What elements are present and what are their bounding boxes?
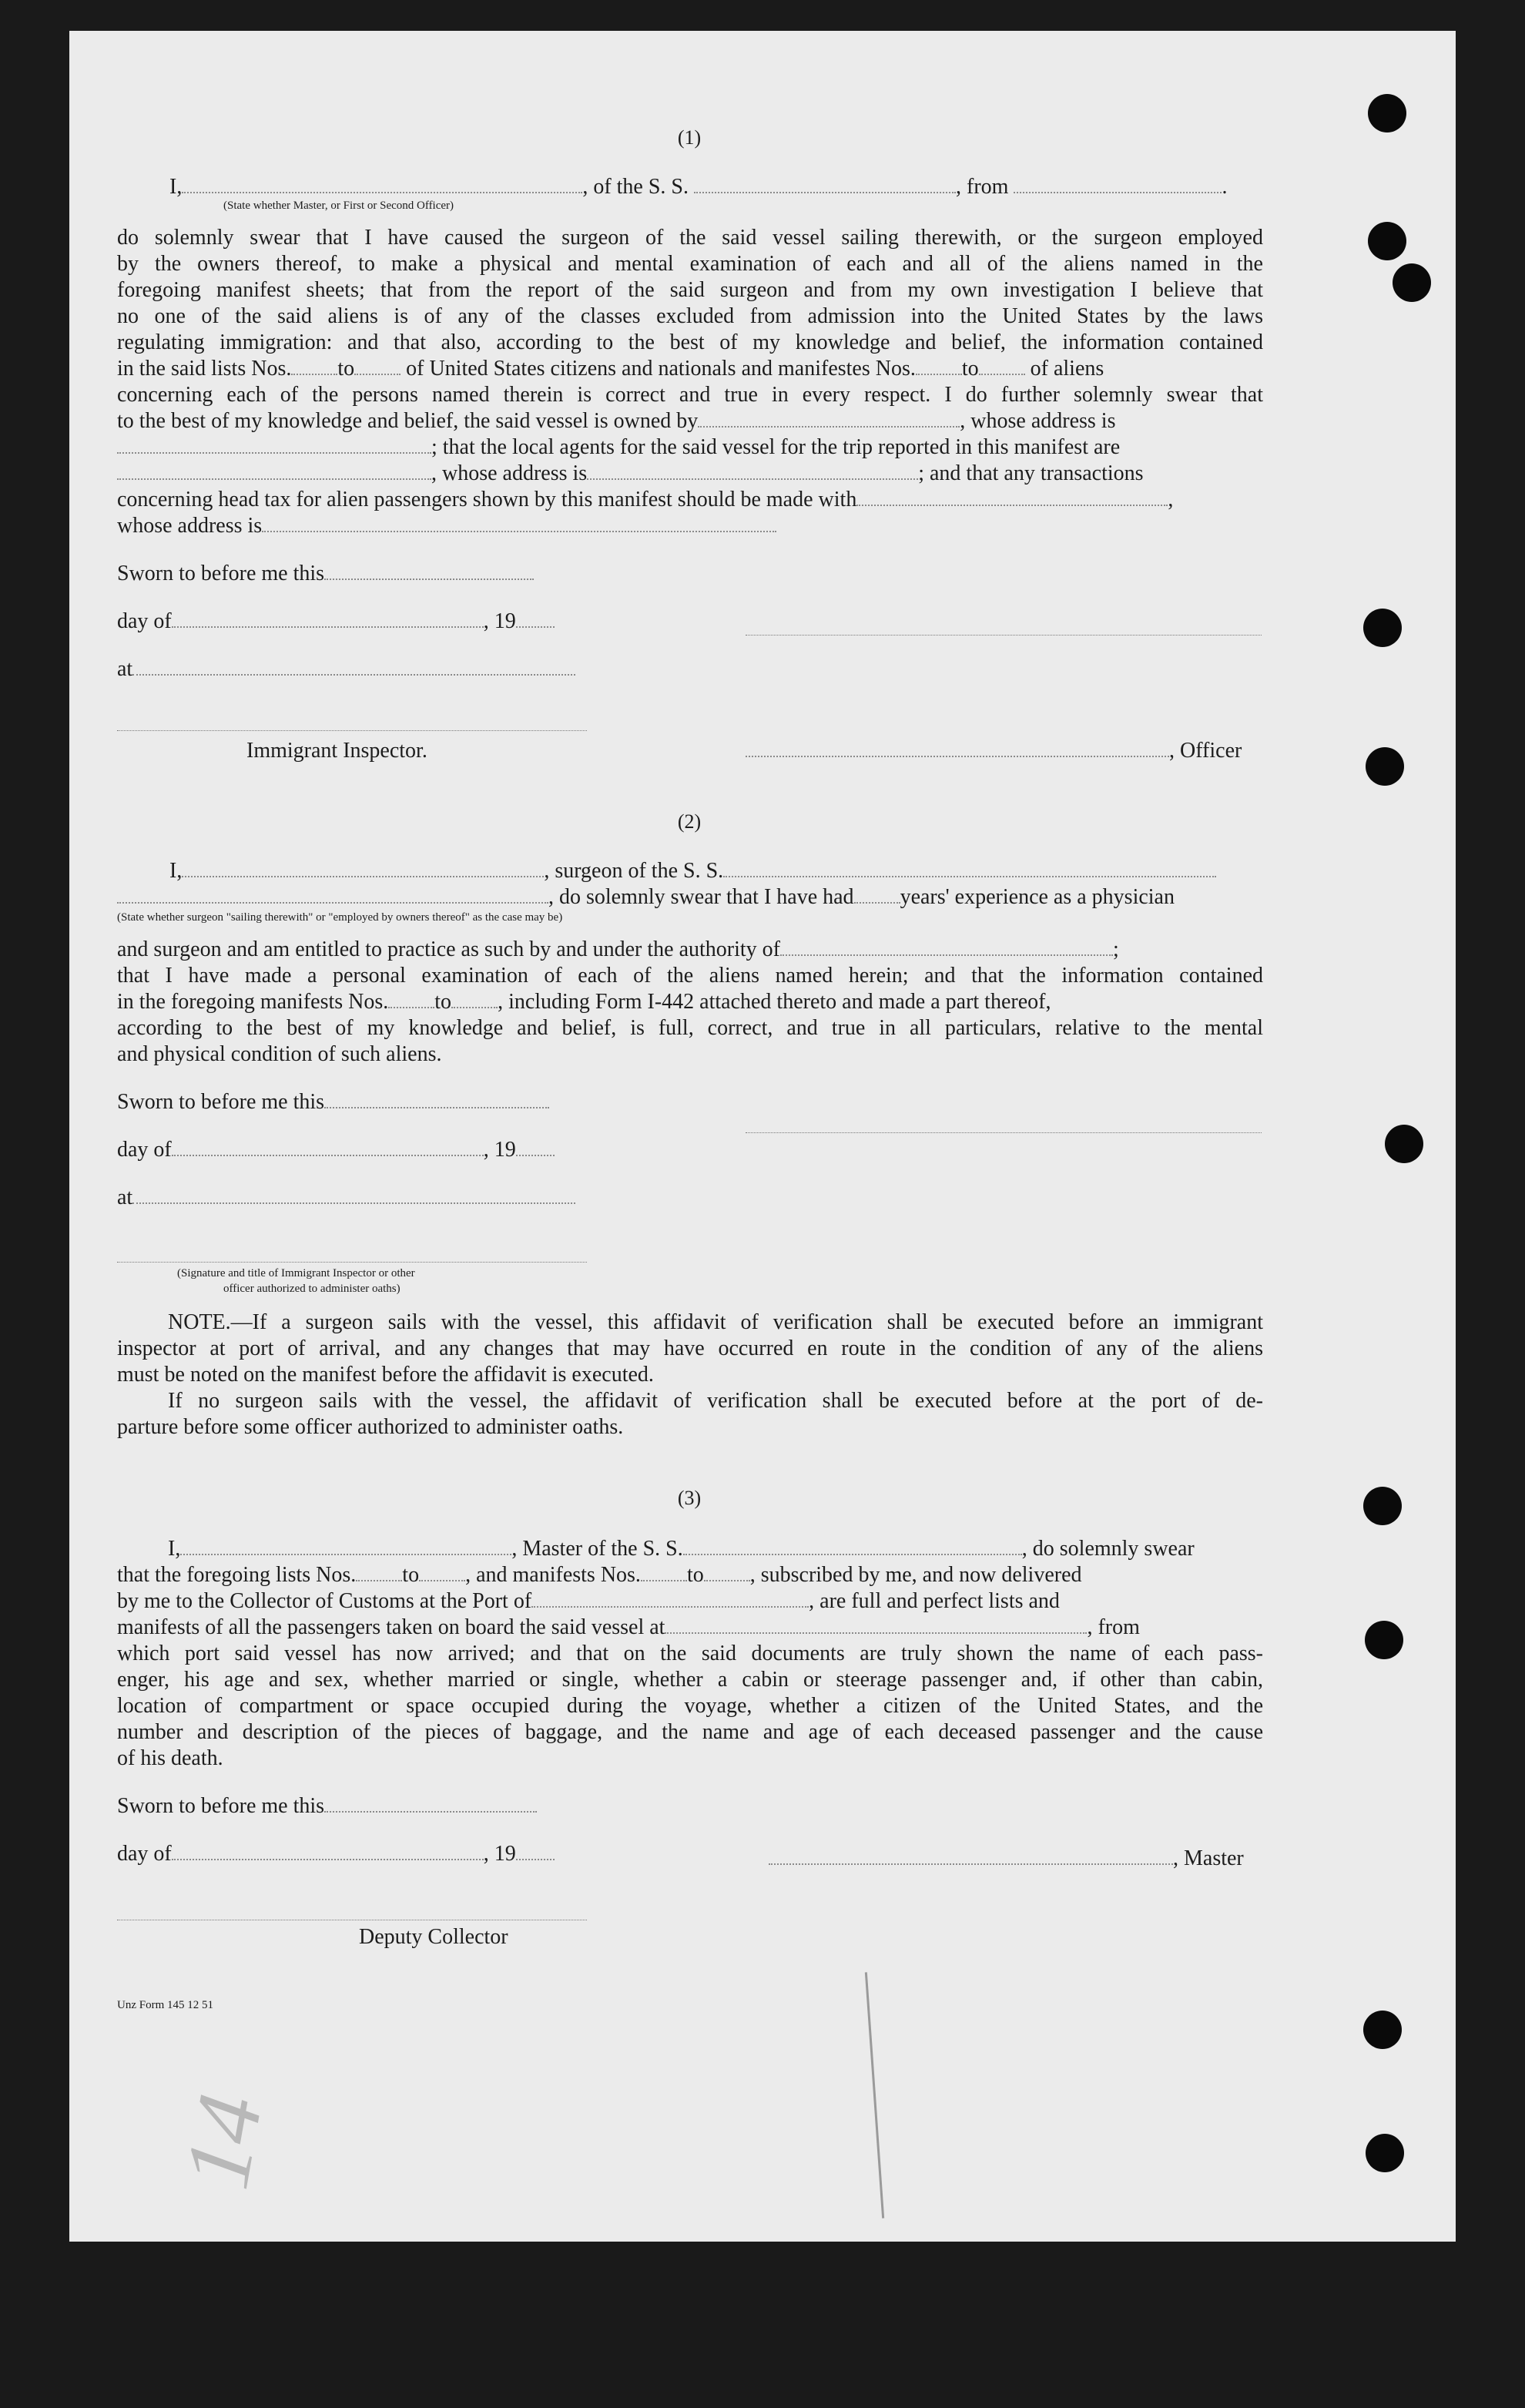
s1-sworn bbox=[117, 561, 534, 587]
s1-line-1 bbox=[169, 174, 1227, 200]
s2-semicolon: ; bbox=[1113, 937, 1119, 961]
s1-line-7: concerning each of the persons named therein is correct and true in every respect. I do further solemnly swear that bbox=[117, 383, 1263, 407]
s3-para-line: which port said vessel has now arrived; and that on the said documents are truly shown the name of each pass- bbox=[117, 1642, 1263, 1665]
s2-inspector-line bbox=[117, 1262, 587, 1263]
s1-para-line: no one of the said aliens is of any of the classes excluded from admission into the United States by the laws bbox=[117, 304, 1263, 328]
s2-sig-caption-2: officer authorized to administer oaths) bbox=[223, 1283, 401, 1295]
section-1-heading: (1) bbox=[677, 126, 702, 149]
s2-sig-caption-1: (Signature and title of Immigrant Inspector or other bbox=[177, 1267, 415, 1279]
s1-para-line: foregoing manifest sheets; that from the report of the said surgeon and from my own investigation I believe that bbox=[117, 278, 1263, 302]
punch-hole bbox=[1365, 1621, 1403, 1659]
section-3-heading: (3) bbox=[677, 1487, 702, 1509]
s2-day-of-text: day of bbox=[117, 1138, 172, 1162]
s1-line-12 bbox=[117, 513, 776, 539]
s2-surgeon-note: (State whether surgeon "sailing therewith" or "employed by owners thereof" as the case may be) bbox=[117, 911, 563, 924]
s3-master-text: , Master bbox=[1173, 1846, 1244, 1870]
s3-para-line: enger, his age and sex, whether married or single, whether a cabin or steerage passenger and, if other than cabin, bbox=[117, 1668, 1263, 1692]
s3-para-line: location of compartment or space occupied during the voyage, whether a citizen of the United States, and the bbox=[117, 1694, 1263, 1718]
s2-line-7: and physical condition of such aliens. bbox=[117, 1042, 442, 1066]
s3-line-3 bbox=[117, 1588, 1060, 1615]
s2-line-4: that I have made a personal examination of each of the aliens named herein; and that the information contained bbox=[117, 964, 1263, 988]
s3-line-9: of his death. bbox=[117, 1746, 223, 1770]
s3-sworn bbox=[117, 1793, 537, 1819]
s3-to: to bbox=[402, 1563, 420, 1587]
s1-line-9 bbox=[117, 434, 1120, 461]
s2-sworn-text: Sworn to before me this bbox=[117, 1090, 325, 1114]
s3-perfect-lists: , are full and perfect lists and bbox=[809, 1589, 1060, 1613]
s2-swear: , do solemnly swear that I have had bbox=[548, 885, 854, 909]
s2-sworn bbox=[117, 1089, 549, 1115]
s1-immigrant-inspector: Immigrant Inspector. bbox=[246, 739, 427, 763]
note-line-2: inspector at port of arrival, and any changes that may have occurred en route in the condition of any of the aliens bbox=[117, 1336, 1263, 1360]
s1-inspector-line bbox=[117, 730, 587, 731]
s1-line-10 bbox=[117, 461, 1144, 487]
s3-year: , 19 bbox=[483, 1842, 516, 1866]
note-line-5: parture before some officer authorized to administer oaths. bbox=[117, 1415, 624, 1439]
s1-period: . bbox=[1222, 175, 1228, 199]
s3-swear: , do solemnly swear bbox=[1021, 1537, 1195, 1561]
s1-year: , 19 bbox=[483, 609, 516, 633]
s3-from: , from bbox=[1087, 1615, 1140, 1639]
s2-year: , 19 bbox=[483, 1138, 516, 1162]
s1-day-of-text: day of bbox=[117, 609, 172, 633]
s2-line-6: according to the best of my knowledge and belief, is full, correct, and true in all particulars, relative to the mental bbox=[117, 1016, 1263, 1040]
s2-i: I, bbox=[169, 859, 183, 883]
s1-at-text: at bbox=[117, 657, 133, 681]
s1-at bbox=[117, 656, 575, 682]
s1-day-of bbox=[117, 609, 555, 635]
s3-line-2 bbox=[117, 1562, 1082, 1588]
s1-line-11 bbox=[117, 487, 1173, 513]
s1-whose-address: whose address is bbox=[117, 514, 263, 538]
punch-hole bbox=[1385, 1125, 1423, 1163]
s2-line-3 bbox=[117, 937, 1119, 963]
document-page bbox=[69, 31, 1456, 2242]
s1-to: to bbox=[337, 357, 355, 381]
punch-hole bbox=[1363, 2011, 1402, 2049]
punch-hole bbox=[1363, 1487, 1402, 1525]
s1-comma: , bbox=[1168, 488, 1174, 511]
form-number: Unz Form 145 12 51 bbox=[117, 1999, 213, 2011]
s2-day-of bbox=[117, 1137, 555, 1163]
s1-para-line: do solemnly swear that I have caused the surgeon of the said vessel sailing therewith, or the surgeon employed bbox=[117, 226, 1263, 250]
s3-line-4 bbox=[117, 1615, 1140, 1641]
s1-transactions: ; and that any transactions bbox=[918, 461, 1144, 485]
s3-subscribed: , subscribed by me, and now delivered bbox=[749, 1563, 1082, 1587]
s1-from: , from bbox=[956, 175, 1009, 199]
s1-whose-address: , whose address is bbox=[960, 409, 1116, 433]
note-line-3: must be noted on the manifest before the affidavit is executed. bbox=[117, 1363, 654, 1387]
note-line-4: If no surgeon sails with the vessel, the affidavit of verification shall be executed before at the port of de- bbox=[168, 1389, 1263, 1413]
s1-owned-by: to the best of my knowledge and belief, the said vessel is owned by bbox=[117, 409, 699, 433]
s1-citizens: of United States citizens and nationals and manifestes Nos. bbox=[406, 357, 916, 381]
punch-hole bbox=[1368, 94, 1406, 132]
s2-form: , including Form I-442 attached thereto and made a part thereof, bbox=[498, 990, 1051, 1014]
s3-line-1 bbox=[168, 1536, 1195, 1562]
s1-lists-nos: in the said lists Nos. bbox=[117, 357, 292, 381]
punch-hole bbox=[1366, 2134, 1404, 2172]
s1-sworn-text: Sworn to before me this bbox=[117, 562, 325, 585]
s1-local-agents: ; that the local agents for the said vessel for the trip reported in this manifest are bbox=[431, 435, 1121, 459]
s1-para-line: by the owners thereof, to make a physical and mental examination of each and all of the aliens named in the bbox=[117, 252, 1263, 276]
s3-vessel-at: manifests of all the passengers taken on board the said vessel at bbox=[117, 1615, 665, 1639]
s3-day-of bbox=[117, 1841, 555, 1867]
s3-to: to bbox=[686, 1563, 704, 1587]
note-line-1: NOTE.—If a surgeon sails with the vessel, this affidavit of verification shall be executed before an immigrant bbox=[168, 1310, 1263, 1334]
s1-signature-line bbox=[746, 635, 1262, 636]
s2-manifests: in the foregoing manifests Nos. bbox=[117, 990, 389, 1014]
s2-line-1 bbox=[169, 858, 1216, 884]
s1-line-8 bbox=[117, 408, 1115, 434]
s2-line-2 bbox=[117, 884, 1175, 911]
s3-master-signature bbox=[769, 1846, 1244, 1872]
s3-i: I, bbox=[168, 1537, 181, 1561]
s3-master-of: , Master of the S. S. bbox=[511, 1537, 683, 1561]
s1-to: to bbox=[961, 357, 979, 381]
s3-para-line: number and description of the pieces of baggage, and the name and age of each deceased passenger and the cause bbox=[117, 1720, 1263, 1744]
s1-para-line: regulating immigration: and that also, according to the best of my knowledge and belief, the information contained bbox=[117, 330, 1263, 354]
s2-at-text: at bbox=[117, 1186, 133, 1209]
s2-signature-line bbox=[746, 1132, 1262, 1133]
pencil-mark: 14 bbox=[164, 2087, 282, 2196]
s1-whose-address: , whose address is bbox=[431, 461, 588, 485]
s3-deputy-collector: Deputy Collector bbox=[359, 1925, 508, 1949]
s3-lists-nos: that the foregoing lists Nos. bbox=[117, 1563, 357, 1587]
punch-hole bbox=[1393, 263, 1431, 302]
s3-sworn-text: Sworn to before me this bbox=[117, 1794, 325, 1818]
s1-officer-note: (State whether Master, or First or Second Officer) bbox=[223, 200, 454, 212]
s3-day-of-text: day of bbox=[117, 1842, 172, 1866]
s1-line-6 bbox=[117, 356, 1104, 382]
punch-hole bbox=[1363, 609, 1402, 647]
s1-of-aliens: of aliens bbox=[1030, 357, 1104, 381]
punch-hole bbox=[1366, 747, 1404, 786]
pencil-stroke bbox=[865, 1972, 884, 2218]
s2-line-5 bbox=[117, 989, 1051, 1015]
s2-at bbox=[117, 1185, 575, 1211]
s2-to: to bbox=[434, 990, 452, 1014]
s2-surgeon-of: , surgeon of the S. S. bbox=[544, 859, 724, 883]
s3-port-of: by me to the Collector of Customs at the Port of bbox=[117, 1589, 532, 1613]
s3-manifests-nos: , and manifests Nos. bbox=[465, 1563, 641, 1587]
s1-officer bbox=[746, 738, 1242, 764]
section-2-heading: (2) bbox=[677, 810, 702, 833]
s1-head-tax: concerning head tax for alien passengers shown by this manifest should be made with bbox=[117, 488, 857, 511]
punch-hole bbox=[1368, 222, 1406, 260]
s1-i: I, bbox=[169, 175, 183, 199]
s2-years: years' experience as a physician bbox=[900, 885, 1175, 909]
s2-authority: and surgeon and am entitled to practice as such by and under the authority of bbox=[117, 937, 780, 961]
s1-of-ss: , of the S. S. bbox=[582, 175, 689, 199]
s1-officer-text: , Officer bbox=[1169, 739, 1242, 763]
